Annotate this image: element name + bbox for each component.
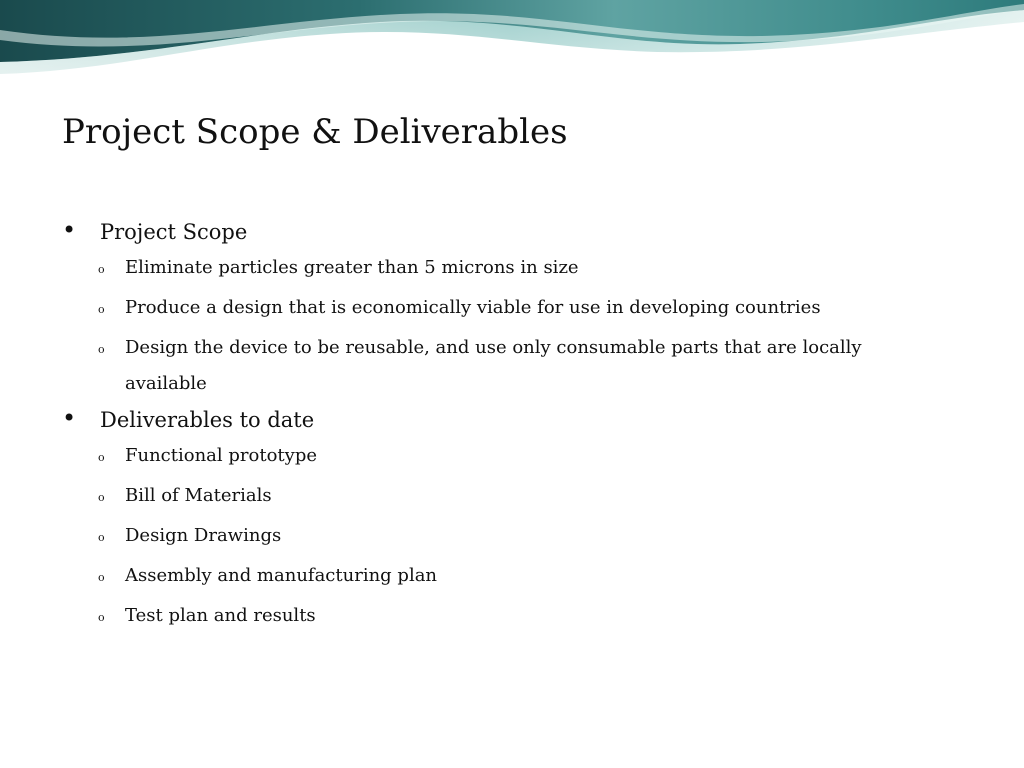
- wave-banner-decoration: [0, 0, 1024, 80]
- list-item-text: Bill of Materials: [125, 485, 272, 506]
- list-item: [62, 558, 942, 598]
- hollow-circle-bullet-icon: o: [98, 451, 105, 464]
- list-item-text: Eliminate particles greater than 5 microns in size: [125, 257, 579, 278]
- list-item: [62, 250, 942, 290]
- list-item: [62, 598, 942, 638]
- list-item-text: Design the device to be reusable, and use only consumable parts that are locally available: [125, 337, 862, 394]
- list-item: [62, 290, 942, 330]
- list-item: [62, 518, 942, 558]
- hollow-circle-bullet-icon: o: [98, 611, 105, 624]
- hollow-circle-bullet-icon: o: [98, 571, 105, 584]
- list-item-text: Test plan and results: [125, 605, 316, 626]
- filled-circle-bullet-icon: •: [62, 404, 77, 432]
- hollow-circle-bullet-icon: o: [98, 303, 105, 316]
- slide-content: [62, 214, 942, 638]
- list-item-text: Design Drawings: [125, 525, 282, 546]
- filled-circle-bullet-icon: •: [62, 216, 77, 244]
- section-heading: Project Scope: [100, 220, 248, 244]
- section-deliverables: [62, 402, 942, 638]
- slide-title: Project Scope & Deliverables: [62, 112, 568, 152]
- hollow-circle-bullet-icon: o: [98, 343, 105, 356]
- list-item-text: Functional prototype: [125, 445, 317, 466]
- level1-bullet-item: [62, 214, 942, 250]
- section-heading: Deliverables to date: [100, 408, 315, 432]
- hollow-circle-bullet-icon: o: [98, 263, 105, 276]
- hollow-circle-bullet-icon: o: [98, 491, 105, 504]
- level1-bullet-item: [62, 402, 942, 438]
- section-project-scope: [62, 214, 942, 402]
- list-item: [62, 330, 942, 402]
- list-item: [62, 478, 942, 518]
- list-item-text: Produce a design that is economically viable for use in developing countries: [125, 297, 821, 318]
- list-item-text: Assembly and manufacturing plan: [125, 565, 438, 586]
- hollow-circle-bullet-icon: o: [98, 531, 105, 544]
- list-item: [62, 438, 942, 478]
